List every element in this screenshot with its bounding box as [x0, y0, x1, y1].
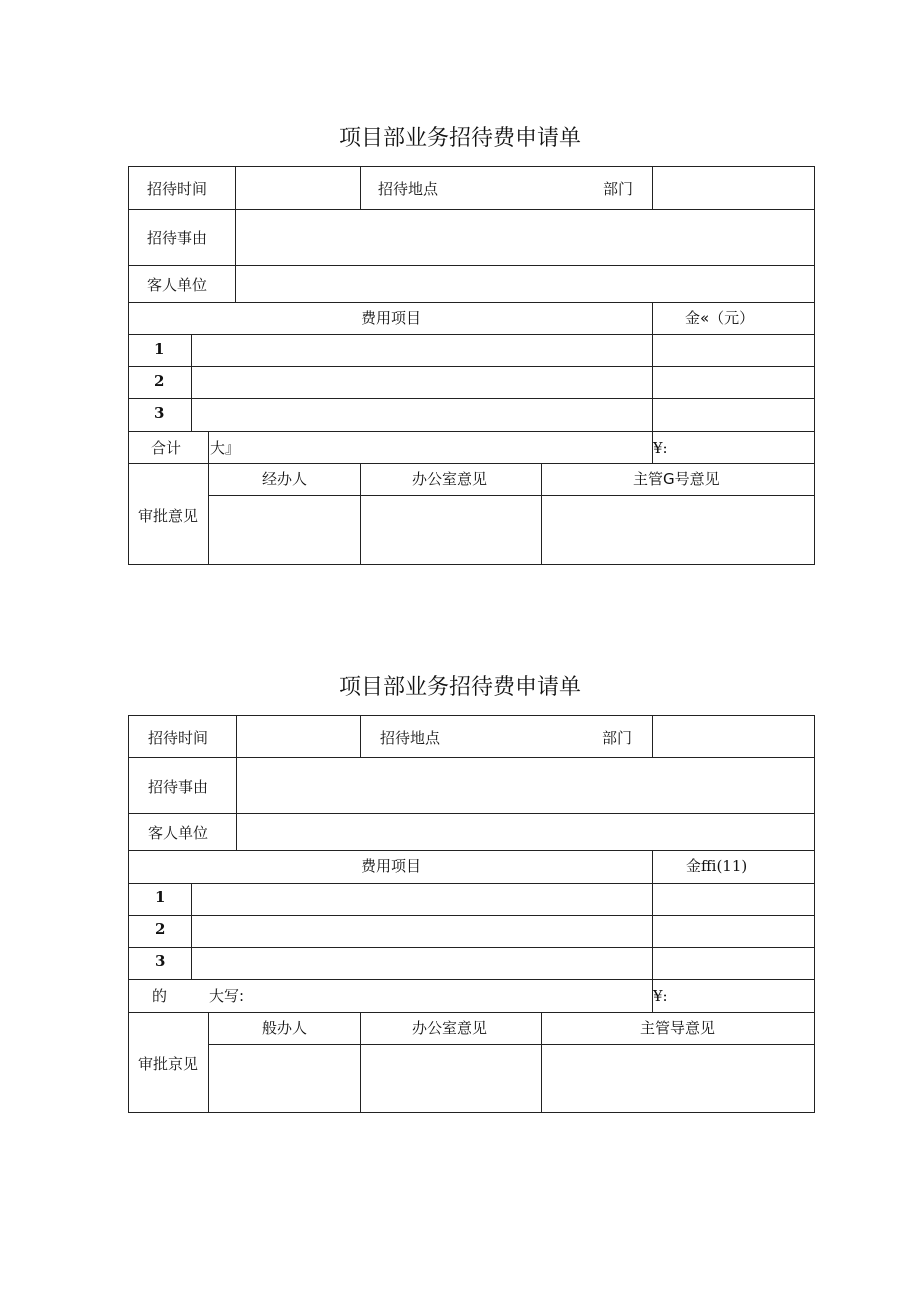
time-label: 招待时间 [148, 729, 209, 747]
leader-label: 主管导意见 [640, 1019, 716, 1037]
place-label: 招待地点 [380, 729, 441, 747]
approval-label: 审批京见 [138, 1055, 199, 1073]
approval-label: 审批意见 [138, 507, 199, 525]
guest-field[interactable] [236, 266, 814, 302]
office-label: 办公室意见 [412, 1019, 488, 1037]
dept-field[interactable] [653, 716, 814, 757]
amount-header: 金«（元） [685, 309, 755, 327]
place-label: 招待地点 [378, 180, 439, 198]
reason-label: 招待事由 [147, 229, 208, 247]
reason-label: 招待事由 [148, 778, 209, 796]
row-number: 1 [154, 340, 165, 358]
row-number: 1 [155, 888, 166, 906]
row-number: 2 [154, 372, 165, 390]
form-2-title: 项目部业务招待费申请单 [338, 675, 581, 700]
uppercase-label: 大』 [210, 439, 241, 457]
guest-label: 客人单位 [148, 824, 209, 842]
row-number: 3 [154, 404, 165, 422]
reason-field[interactable] [237, 758, 814, 813]
amount-header: 金ffi(11) [686, 857, 748, 875]
time-field[interactable] [236, 167, 360, 209]
item-header: 费用项目 [361, 309, 422, 327]
item-header: 费用项目 [361, 857, 422, 875]
leader-label: 主管G号意见 [633, 470, 720, 488]
time-label: 招待时间 [147, 180, 208, 198]
dept-label: 部门 [602, 729, 633, 747]
guest-field[interactable] [237, 814, 814, 850]
office-label: 办公室意见 [412, 470, 488, 488]
dept-label: 部门 [603, 180, 634, 198]
total-label: 合计 [151, 439, 182, 457]
handler-label: 般办人 [262, 1019, 308, 1037]
reason-field[interactable] [236, 210, 814, 265]
time-field[interactable] [237, 716, 360, 757]
total-label: 的 [152, 987, 168, 1005]
yen-label: ¥: [653, 987, 668, 1005]
dept-field[interactable] [653, 167, 814, 209]
form-1-title: 项目部业务招待费申请单 [338, 126, 581, 151]
handler-label: 经办人 [262, 470, 308, 488]
guest-label: 客人单位 [147, 276, 208, 294]
yen-label: ¥: [653, 439, 668, 457]
uppercase-label: 大写: [209, 987, 245, 1005]
row-number: 2 [155, 920, 166, 938]
row-number: 3 [155, 952, 166, 970]
